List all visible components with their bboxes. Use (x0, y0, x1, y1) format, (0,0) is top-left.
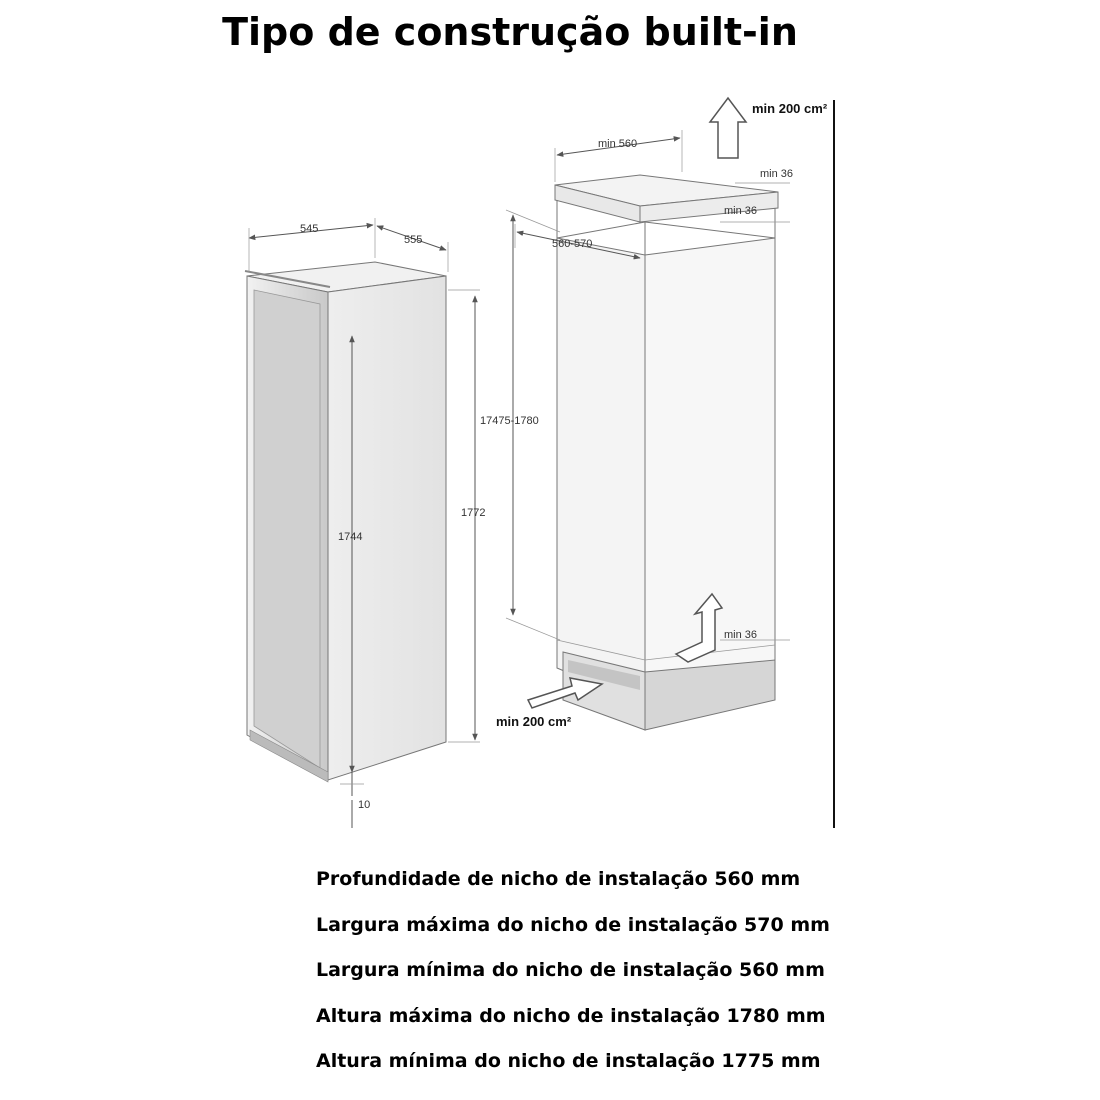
spec-list (316, 864, 1076, 1092)
page-title: Tipo de construção built-in (222, 10, 798, 54)
label-top-clearance: min 36 (760, 168, 794, 180)
label-side-clearance: min 36 (724, 205, 758, 217)
label-width: 545 (300, 223, 319, 235)
spec-max-height: Altura máxima do nicho de instalação 1780 mm (316, 1004, 826, 1027)
niche-left-panel (557, 238, 645, 705)
appliance-drawing (245, 218, 485, 828)
niche-drawing (480, 98, 834, 828)
label-inner-height: 1744 (338, 531, 363, 543)
label-bottom-clearance: min 36 (724, 629, 758, 641)
spec-min-width: Largura mínima do nicho de instalação 560 mm (316, 959, 825, 981)
label-niche-depth: 560-570 (552, 238, 593, 250)
label-niche-height: 17475-1780 (480, 415, 539, 427)
label-vent-top: min 200 cm² (752, 101, 828, 116)
appliance-side-face (328, 276, 446, 780)
label-depth: 555 (404, 234, 423, 246)
label-niche-width: min 560 (598, 138, 638, 150)
spec-max-width: Largura máxima do nicho de instalação 570 mm (316, 913, 830, 936)
door-inner-frame (254, 290, 320, 768)
spec-min-height: Altura mínima do nicho de instalação 1775 mm (316, 1050, 821, 1072)
vent-top-arrow (710, 98, 746, 158)
label-height: 1772 (461, 507, 486, 519)
label-vent-bottom: min 200 cm² (496, 714, 572, 729)
label-gap: 10 (358, 799, 371, 811)
spec-depth: Profundidade de nicho de instalação 560 mm (316, 868, 801, 890)
